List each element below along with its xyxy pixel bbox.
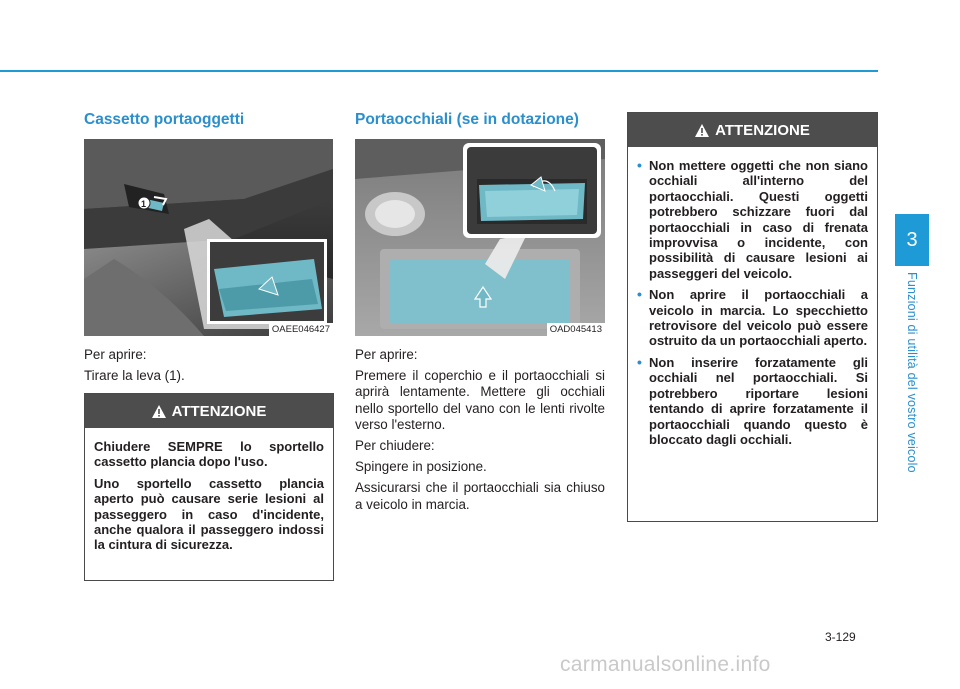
glovebox-warning-box — [84, 393, 334, 581]
warning-header-text: ATTENZIONE — [171, 402, 267, 420]
warning-bullet: • Non mettere oggetti che non siano occhiali all'interno del portaocchiali. Questi oggetti potrebbero schizzare fuori dal portaocchiali in caso di frenata improvvisa o incidente, con possibilità di causare lesioni ai passeggeri del veicolo. — [637, 158, 868, 281]
warning-triangle-icon — [695, 124, 709, 137]
sunglass-holder-instructions — [355, 347, 605, 518]
paragraph: Assicurarsi che il portaocchiali sia chiuso a veicolo in marcia. — [355, 480, 605, 512]
warning-header-text: ATTENZIONE — [715, 121, 810, 139]
warning-header — [85, 394, 333, 428]
page-number: 3-129 — [825, 630, 856, 644]
warning-body — [628, 147, 877, 461]
sunglass-holder-illustration — [355, 139, 605, 336]
warning-header — [628, 113, 877, 147]
warning-triangle-icon — [152, 405, 166, 418]
paragraph: Tirare la leva (1). — [84, 368, 185, 384]
sunglass-holder-photo — [355, 139, 605, 336]
warning-body — [85, 428, 333, 567]
warning-bullet: • Non inserire forzatamente gli occhiali nel portaocchiali. Si potrebbero riportare lesioni tentando di aprire forzatamente il portaocchiali quando questo è bloccato dagli occhiali. — [637, 355, 868, 447]
watermark: carmanualsonline.info — [560, 653, 771, 676]
glovebox-photo — [84, 139, 333, 336]
glovebox-illustration — [84, 139, 333, 336]
paragraph: Spingere in posizione. — [355, 459, 487, 475]
glovebox-image-code: OAEE046427 — [269, 323, 333, 336]
callout-number: 1 — [141, 199, 147, 209]
chapter-tab: 3 — [895, 214, 929, 266]
warning-paragraph: Uno sportello cassetto plancia aperto può causare serie lesioni al passeggero in caso d'incidente, anche qualora il passeggero indossi la cintura di sicurezza. — [94, 475, 324, 553]
warning-list — [637, 158, 868, 447]
warning-bullet: • Non aprire il portaocchiali a veicolo in marcia. Lo specchietto retrovisore del veicolo può essere ostruito da un portaocchiali aperto. — [637, 287, 868, 349]
paragraph: Per chiudere: — [355, 438, 435, 454]
sunglass-holder-warning-box — [627, 112, 878, 522]
paragraph: Premere il coperchio e il portaocchiali si aprirà lentamente. Mettere gli occhiali nello sportello del vano con le lenti rivolte verso l'esterno. — [355, 368, 605, 432]
paragraph: Per aprire: — [84, 347, 147, 362]
chapter-label: Funzioni di utilità del vostro veicolo — [905, 272, 919, 473]
top-rule — [0, 70, 878, 72]
glovebox-instructions — [84, 347, 333, 389]
sunglass-holder-title: Portaocchiali (se in dotazione) — [355, 111, 579, 128]
glovebox-title: Cassetto portaoggetti — [84, 111, 245, 128]
paragraph: Per aprire: — [355, 347, 418, 362]
warning-paragraph: Chiudere SEMPRE lo sportello cassetto plancia dopo l'uso. — [94, 439, 324, 470]
sunglass-holder-image-code: OAD045413 — [547, 323, 605, 336]
